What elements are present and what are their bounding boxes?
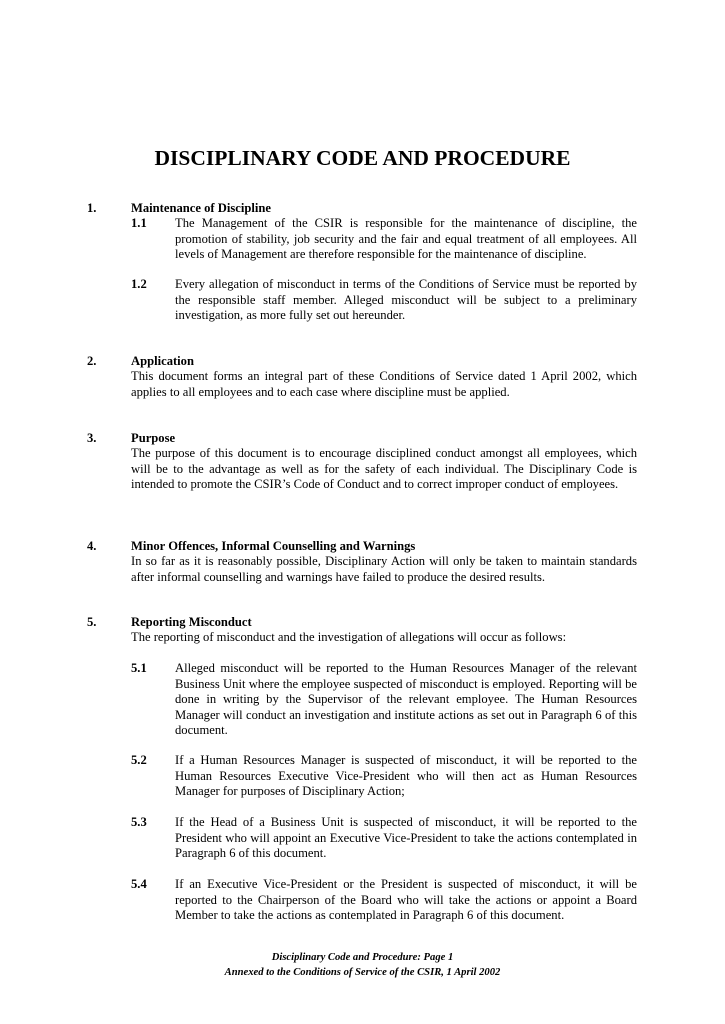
subsection-text: If a Human Resources Manager is suspected of misconduct, it will be reported to the Human Resources Executive Vice-President who will then act as Human Resources Manager for purposes of Disciplinary Action; (175, 753, 637, 799)
section-heading: Application (131, 354, 194, 368)
section-paragraph: The reporting of misconduct and the investigation of allegations will occur as follows: (131, 630, 567, 644)
section-heading: Minor Offences, Informal Counselling and Warnings (131, 539, 416, 553)
section-number: 4. (87, 539, 97, 553)
subsection-text: If the Head of a Business Unit is suspected of misconduct, it will be reported to the President who will appoint an Executive Vice-President to take the actions contemplated in Paragraph 6 of this document. (175, 815, 637, 861)
subsection-number: 5.2 (131, 753, 147, 767)
subsection-text: The Management of the CSIR is responsible for the maintenance of discipline, the promotion of stability, job security and the fair and equal treatment of all employees. All levels of Management are therefore responsible for the maintenance of discipline. (175, 216, 637, 262)
subsection-number: 5.4 (131, 877, 147, 891)
footer-line-annex: Annexed to the Conditions of Service of the CSIR, 1 April 2002 (224, 967, 501, 978)
subsection-number: 5.1 (131, 661, 147, 675)
subsection-number: 5.3 (131, 815, 147, 829)
subsection-text: Every allegation of misconduct in terms of the Conditions of Service must be reported by the responsible staff member. Alleged misconduct will be subject to a preliminary investigation, as more fully set out hereunder. (175, 277, 637, 323)
section-heading: Purpose (131, 431, 176, 445)
section-paragraph: The purpose of this document is to encourage disciplined conduct amongst all employees, which will be to the advantage as well as for the safety of each individual. The Disciplinary Code is intended to promote the CSIR’s Code of Conduct and to correct improper conduct of employees. (131, 446, 637, 492)
subsection-number: 1.2 (131, 277, 147, 291)
section-heading: Reporting Misconduct (131, 615, 252, 629)
section-number: 3. (87, 431, 97, 445)
section-number: 2. (87, 354, 97, 368)
document-title: DISCIPLINARY CODE AND PROCEDURE (154, 146, 571, 170)
subsection-text: Alleged misconduct will be reported to the Human Resources Manager of the relevant Business Unit where the employee suspected of misconduct is employed. Reporting will be done in writing by the Supervisor of the relevant employee. The Human Resources Manager will conduct an investigation and institute actions as set out in Paragraph 6 of this document. (175, 661, 637, 738)
subsection-number: 1.1 (131, 216, 147, 230)
footer-line-page: Disciplinary Code and Procedure: Page 1 (271, 952, 454, 963)
subsection-text: If an Executive Vice-President or the President is suspected of misconduct, it will be reported to the Chairperson of the Board who will take the actions or appoint a Board Member to take the actions as contemplated in Paragraph 6 of this document. (175, 877, 637, 923)
section-number: 1. (87, 201, 97, 215)
section-paragraph: In so far as it is reasonably possible, Disciplinary Action will only be taken to maintain standards after informal counselling and warnings have failed to produce the desired results. (131, 554, 637, 584)
section-number: 5. (87, 615, 97, 629)
section-heading: Maintenance of Discipline (131, 201, 271, 215)
section-paragraph: This document forms an integral part of these Conditions of Service dated 1 April 2002, which applies to all employees and to each case where discipline must be applied. (131, 369, 637, 399)
